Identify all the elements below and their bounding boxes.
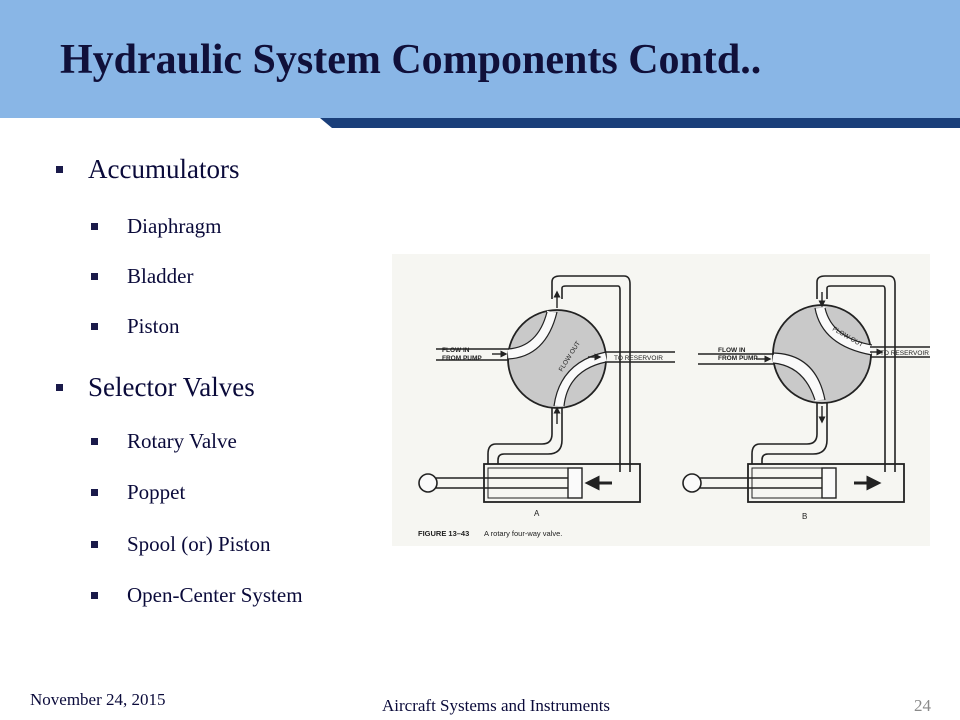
valve-diagram-b	[683, 276, 930, 521]
bullet-marker	[91, 438, 98, 445]
bullet-marker	[56, 384, 63, 391]
subitem-piston: Piston	[127, 314, 180, 338]
to-reservoir-label-a: TO RESERVOIR	[614, 355, 663, 362]
flow-in-label-a: FLOW IN	[442, 347, 470, 354]
flow-out-label-b: FLOW OUT	[831, 325, 865, 349]
flow-in-label-b: FLOW IN	[718, 347, 746, 354]
bullet-marker	[91, 541, 98, 548]
subitem-rotary-valve: Rotary Valve	[127, 429, 237, 453]
bullet-marker	[91, 489, 98, 496]
subitem-poppet: Poppet	[127, 480, 186, 504]
to-reservoir-label-b: TO RESERVOIR	[880, 350, 929, 357]
bullet-marker	[91, 592, 98, 599]
bullet-marker	[91, 223, 98, 230]
flow-out-label-a: FLOW OUT	[557, 340, 582, 374]
subitem-open-center-system: Open-Center System	[127, 583, 303, 607]
footer-title: Aircraft Systems and Instruments	[382, 696, 611, 715]
cylinder-a	[484, 464, 640, 502]
diagram-label-b: B	[802, 512, 808, 521]
bullet-marker	[56, 166, 63, 173]
subitem-spool-piston: Spool (or) Piston	[127, 532, 271, 556]
footer-date: November 24, 2015	[30, 690, 166, 709]
from-pump-label-a: FROM PUMP	[442, 355, 482, 362]
bullet-accumulators: Accumulators	[88, 154, 240, 184]
bullet-marker	[91, 273, 98, 280]
subitem-diaphragm: Diaphragm	[127, 214, 222, 238]
slide-title: Hydraulic System Components Contd..	[60, 37, 762, 83]
subitem-bladder: Bladder	[127, 264, 194, 288]
figure-caption: A rotary four-way valve.	[484, 529, 563, 538]
bullet-selector-valves: Selector Valves	[88, 372, 255, 402]
rotary-valve-figure	[392, 254, 930, 546]
page-number: 24	[914, 696, 931, 715]
bullet-marker	[91, 323, 98, 330]
valve-diagram-a	[419, 276, 675, 518]
from-pump-label-b: FROM PUMP	[718, 355, 758, 362]
header-accent-band	[320, 118, 960, 128]
diagram-label-a: A	[534, 509, 540, 518]
figure-number: FIGURE 13–43	[418, 529, 470, 538]
